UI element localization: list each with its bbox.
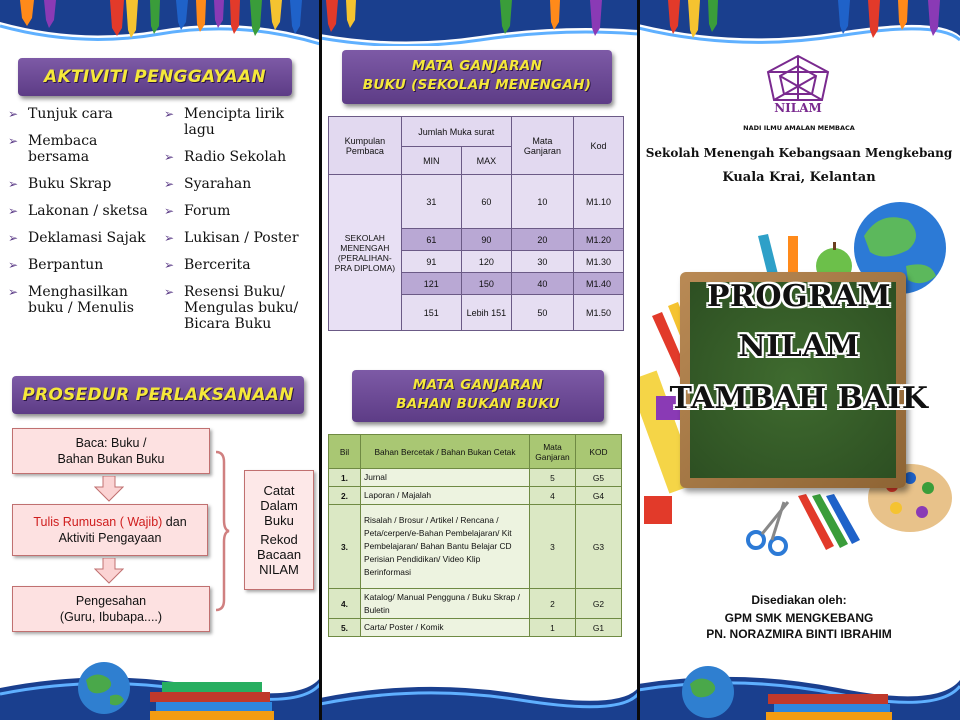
title-line-2: NILAM — [738, 329, 860, 364]
pencil-band-icon — [0, 0, 320, 46]
step-verify-line2: (Guru, Ibubapa....) — [59, 610, 163, 624]
points-book-heading — [342, 50, 612, 104]
table-row — [329, 589, 622, 619]
procedure-heading-text: PROSEDUR PERLAKSANAAN — [22, 385, 294, 405]
activity-item: ➢ Forum — [164, 203, 314, 219]
prepared-by-2: PN. NORAZMIRA BINTI IBRAHIM — [706, 627, 892, 641]
activity-item: ➢ Syarahan — [164, 176, 314, 192]
cell-bil: 3. — [329, 505, 361, 589]
pencil-band-icon — [638, 0, 960, 46]
cell-bahan: Katalog/ Manual Pengguna / Buku Skrap / Buletin — [361, 589, 530, 619]
procedure-heading — [12, 376, 304, 414]
cell-bil: 1. — [329, 469, 361, 487]
cell-min: 61 — [401, 229, 461, 251]
cell-bil: 2. — [329, 487, 361, 505]
panel-divider-2 — [637, 0, 640, 720]
school-name: Sekolah Menengah Kebangsaan Mengkebang — [645, 146, 953, 160]
col-kod: KOD — [576, 435, 622, 469]
cell-max: 150 — [461, 273, 511, 295]
prepared-label: Disediakan oleh: — [751, 593, 847, 607]
activities-list-right — [164, 106, 314, 343]
procedure-step-read — [12, 428, 210, 474]
wave-decoration-icon — [320, 658, 638, 720]
step-read-line1: Baca: Buku / — [75, 436, 147, 450]
cell-max: Lebih 151 — [461, 295, 511, 331]
panel-divider-1 — [319, 0, 322, 720]
nilam-logo-icon — [758, 52, 838, 118]
col-bahan: Bahan Bercetak / Bahan Bukan Cetak — [361, 435, 530, 469]
cell-bahan: Jurnal — [361, 469, 530, 487]
bracket-icon — [214, 450, 230, 612]
record-book-line: Rekod — [260, 532, 298, 547]
school-location: Kuala Krai, Kelantan — [722, 170, 876, 185]
cell-mata: 10 — [511, 175, 573, 229]
cell-mata: 1 — [530, 619, 576, 637]
record-book-line: Dalam — [260, 498, 298, 513]
reader-group-cell: SEKOLAH MENENGAH (PERALIHAN-PRA DIPLOMA) — [329, 175, 402, 331]
table-row — [329, 505, 622, 589]
panel-left — [0, 0, 320, 720]
points-book-heading-line1: MATA GANJARAN — [411, 58, 543, 74]
activity-item: ➢ Lakonan / sketsa — [8, 203, 158, 219]
record-book-line: Buku — [264, 513, 294, 528]
cell-min: 31 — [401, 175, 461, 229]
books-globe-decoration-icon — [638, 658, 960, 720]
col-min: MIN — [401, 147, 461, 175]
points-book-heading-line2: BUKU (SEKOLAH MENENGAH) — [362, 77, 592, 93]
cell-mata: 2 — [530, 589, 576, 619]
cell-bil: 4. — [329, 589, 361, 619]
cell-max: 60 — [461, 175, 511, 229]
activities-list-left — [8, 106, 158, 327]
activity-item: ➢ Berpantun — [8, 257, 158, 273]
cell-bahan: Laporan / Majalah — [361, 487, 530, 505]
step-read-line2: Bahan Bukan Buku — [57, 452, 165, 466]
points-nonbook-heading — [352, 370, 604, 422]
cell-min: 121 — [401, 273, 461, 295]
activity-item: ➢ Mencipta lirik lagu — [164, 106, 314, 138]
panel-cover — [638, 0, 960, 720]
procedure-step-verify — [12, 586, 210, 632]
table-row — [329, 487, 622, 505]
down-arrow-icon — [94, 476, 124, 502]
cell-mata: 4 — [530, 487, 576, 505]
cell-bahan: Carta/ Poster / Komik — [361, 619, 530, 637]
cell-mata: 30 — [511, 251, 573, 273]
logo-tagline: NADI ILMU AMALAN MEMBACA — [743, 124, 855, 132]
procedure-step-write — [12, 504, 208, 556]
cell-kod: G2 — [576, 589, 622, 619]
activity-item: ➢ Menghasilkan buku / Menulis — [8, 284, 158, 316]
cell-min: 151 — [401, 295, 461, 331]
step-write-red: Tulis Rumusan ( Wajib) — [33, 515, 163, 529]
col-kumpulan: Kumpulan Pembaca — [329, 117, 402, 175]
activity-item: ➢ Buku Skrap — [8, 176, 158, 192]
activity-item: ➢ Membaca bersama — [8, 133, 158, 165]
table-row — [329, 619, 622, 637]
cell-kod: G5 — [576, 469, 622, 487]
activity-item: ➢ Tunjuk cara — [8, 106, 158, 122]
down-arrow-icon — [94, 558, 124, 584]
title-line-1: PROGRAM — [706, 279, 892, 314]
table-row — [329, 469, 622, 487]
points-nonbook-heading-line2: BAHAN BUKAN BUKU — [396, 396, 560, 412]
activities-heading-text: AKTIVITI PENGGAYAAN — [44, 67, 266, 87]
cell-min: 91 — [401, 251, 461, 273]
cell-bil: 5. — [329, 619, 361, 637]
record-book-line: Catat — [263, 483, 295, 498]
record-book-line: Bacaan — [256, 547, 302, 562]
books-globe-decoration-icon — [0, 658, 320, 720]
step-write-line2: Aktiviti Pengayaan — [58, 531, 162, 545]
cell-mata: 40 — [511, 273, 573, 295]
cell-mata: 3 — [530, 505, 576, 589]
col-mata: Mata Ganjaran — [511, 117, 573, 175]
title-line-3: TAMBAH BAIK — [669, 381, 929, 416]
activity-item: ➢ Lukisan / Poster — [164, 230, 314, 246]
activities-heading — [18, 58, 292, 96]
pencil-band-icon — [320, 0, 638, 46]
col-mata-ganjaran: Mata Ganjaran — [530, 435, 576, 469]
col-kod: Kod — [574, 117, 624, 175]
prepared-by-1: GPM SMK MENGKEBANG — [724, 611, 874, 625]
cell-mata: 20 — [511, 229, 573, 251]
cell-kod: M1.20 — [574, 229, 624, 251]
nonbook-points-table — [328, 434, 622, 637]
book-points-table — [328, 116, 624, 331]
cell-max: 90 — [461, 229, 511, 251]
panel-middle — [320, 0, 638, 720]
step-write-rest: dan — [162, 515, 187, 529]
activity-item: ➢ Radio Sekolah — [164, 149, 314, 165]
cell-kod: M1.50 — [574, 295, 624, 331]
activity-item: ➢ Deklamasi Sajak — [8, 230, 158, 246]
cell-mata: 50 — [511, 295, 573, 331]
points-nonbook-heading-line1: MATA GANJARAN — [412, 377, 544, 393]
table-row — [329, 175, 624, 229]
logo-text: NILAM — [774, 101, 822, 115]
activity-item: ➢ Bercerita — [164, 257, 314, 273]
record-book-box — [244, 470, 314, 590]
col-jumlah: Jumlah Muka surat — [401, 117, 511, 147]
cell-kod: M1.40 — [574, 273, 624, 295]
cell-kod: G1 — [576, 619, 622, 637]
cell-kod: M1.10 — [574, 175, 624, 229]
cell-mata: 5 — [530, 469, 576, 487]
step-verify-line1: Pengesahan — [75, 594, 147, 608]
record-book-line: NILAM — [259, 562, 299, 577]
cell-kod: G4 — [576, 487, 622, 505]
activity-item: ➢ Resensi Buku/ Mengulas buku/ Bicara Buku — [164, 284, 314, 332]
cell-max: 120 — [461, 251, 511, 273]
cell-kod: G3 — [576, 505, 622, 589]
col-max: MAX — [461, 147, 511, 175]
col-bil: Bil — [329, 435, 361, 469]
cell-kod: M1.30 — [574, 251, 624, 273]
cell-bahan: Risalah / Brosur / Artikel / Rencana / Peta/cerpen/e-Bahan Pembelajaran/ Kit Pembelajaran/ Bahan Bantu Belajar CD Perisian Pendidikan/ Video Klip Berinformasi — [361, 505, 530, 589]
